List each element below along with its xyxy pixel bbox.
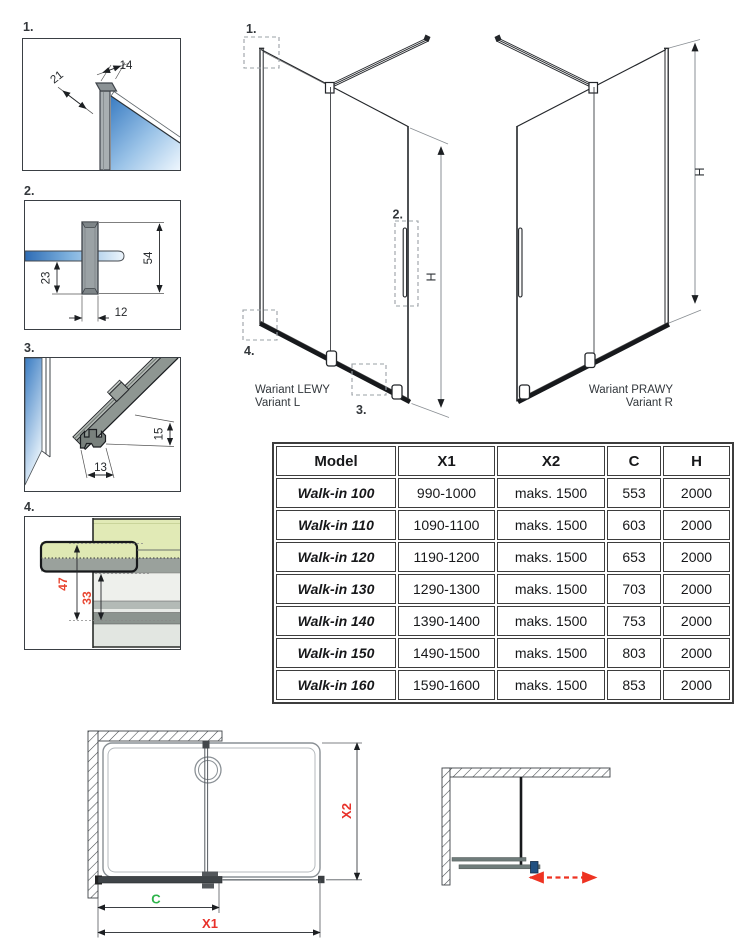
c-cell: 703 xyxy=(607,574,661,604)
callout-box-1 xyxy=(244,37,279,68)
detail-3-label: 3. xyxy=(24,341,35,355)
glass-panel xyxy=(25,358,50,485)
svg-text:13: 13 xyxy=(94,462,107,474)
dimension-14 xyxy=(97,60,133,81)
caption-right-line1: Wariant PRAWY xyxy=(588,384,673,396)
wall-left xyxy=(88,731,98,898)
dimension-12 xyxy=(69,296,127,322)
layer-section xyxy=(93,518,180,648)
detail-3-box xyxy=(24,357,181,492)
elevation-variant-right xyxy=(488,18,713,418)
svg-text:21: 21 xyxy=(48,68,66,87)
callout-1: 1. xyxy=(246,22,257,36)
table-header-row xyxy=(276,446,730,476)
col-header-x2: X2 xyxy=(497,446,605,476)
svg-text:15: 15 xyxy=(153,427,166,441)
model-cell: Walk-in 120 xyxy=(276,542,396,572)
c-cell: 853 xyxy=(607,670,661,700)
dimension-x2 xyxy=(322,743,362,880)
h-cell: 2000 xyxy=(663,542,730,572)
x1-cell: 1590-1600 xyxy=(398,670,495,700)
support-bar xyxy=(495,35,598,94)
guide-block xyxy=(585,353,595,368)
dimension-21 xyxy=(48,69,93,114)
caption-right-line2: Variant R xyxy=(625,397,673,409)
col-header-x1: X1 xyxy=(398,446,495,476)
svg-text:47: 47 xyxy=(56,577,70,591)
wall-profile xyxy=(664,48,669,324)
x2-cell: maks. 1500 xyxy=(497,542,605,572)
shower-tray xyxy=(103,743,320,877)
detail-4-drawing xyxy=(25,517,180,649)
detail-1-drawing xyxy=(23,39,180,170)
detail-1-label: 1. xyxy=(23,20,34,34)
x2-cell: maks. 1500 xyxy=(497,510,605,540)
elevation-variant-left xyxy=(240,18,452,418)
caption-variant-left xyxy=(255,384,330,410)
wall-left xyxy=(442,768,450,885)
door-handle xyxy=(519,228,522,297)
table-row xyxy=(276,510,730,540)
svg-text:14: 14 xyxy=(119,60,133,72)
h-cell: 2000 xyxy=(663,638,730,668)
roller-clip xyxy=(531,862,539,874)
dimension-c xyxy=(98,883,219,913)
detail-1-box xyxy=(22,38,181,171)
svg-text:12: 12 xyxy=(114,307,128,319)
spec-table xyxy=(272,442,734,704)
glass-panel xyxy=(25,251,124,261)
x2-cell: maks. 1500 xyxy=(497,638,605,668)
svg-text:H: H xyxy=(424,272,439,282)
wall-top xyxy=(90,731,222,741)
c-dim-label: C xyxy=(151,891,161,907)
col-header-c: C xyxy=(607,446,661,476)
rail-end-cap xyxy=(318,876,325,883)
table-row xyxy=(276,542,730,572)
model-cell: Walk-in 110 xyxy=(276,510,396,540)
table-row xyxy=(276,606,730,636)
guide-block xyxy=(327,351,337,366)
glass-panel xyxy=(111,92,180,171)
fixed-panel-bar xyxy=(452,858,526,862)
x2-cell: maks. 1500 xyxy=(497,606,605,636)
h-cell: 2000 xyxy=(663,510,730,540)
svg-text:23: 23 xyxy=(40,271,53,285)
door-handle xyxy=(403,228,406,297)
x1-cell: 1290-1300 xyxy=(398,574,495,604)
caption-left-line2: Variant L xyxy=(255,397,301,409)
model-cell: Walk-in 100 xyxy=(276,478,396,508)
height-dimension xyxy=(410,128,449,418)
table-row xyxy=(276,670,730,700)
detail-3-drawing xyxy=(25,358,180,491)
callout-4: 4. xyxy=(244,344,255,358)
caption-variant-right xyxy=(553,384,673,410)
x2-dim-label: X2 xyxy=(339,803,354,819)
sliding-panel-bar xyxy=(459,865,540,869)
height-dimension xyxy=(669,40,707,324)
c-cell: 803 xyxy=(607,638,661,668)
h-cell: 2000 xyxy=(663,606,730,636)
callout-2: 2. xyxy=(392,207,403,222)
c-cell: 603 xyxy=(607,510,661,540)
model-cell: Walk-in 130 xyxy=(276,574,396,604)
plan-view xyxy=(85,725,375,943)
handle-profile xyxy=(82,222,98,294)
wall-top xyxy=(445,768,610,777)
svg-text:H: H xyxy=(693,167,707,177)
dimension-23 xyxy=(41,263,83,295)
x2-cell: maks. 1500 xyxy=(497,478,605,508)
h-cell: 2000 xyxy=(663,670,730,700)
detail-2-label: 2. xyxy=(24,184,35,198)
table-row xyxy=(276,638,730,668)
guide-block xyxy=(392,385,402,399)
table-row xyxy=(276,574,730,604)
model-cell: Walk-in 150 xyxy=(276,638,396,668)
x1-cell: 990-1000 xyxy=(398,478,495,508)
svg-text:33: 33 xyxy=(80,591,94,605)
dimension-13 xyxy=(81,448,114,478)
detail-4-label: 4. xyxy=(24,500,35,514)
rail-cross-section xyxy=(81,430,106,449)
x2-cell: maks. 1500 xyxy=(497,670,605,700)
detail-4-box xyxy=(24,516,181,650)
dimension-15 xyxy=(106,415,174,447)
c-cell: 553 xyxy=(607,478,661,508)
section-view xyxy=(435,755,620,890)
h-cell: 2000 xyxy=(663,478,730,508)
c-cell: 653 xyxy=(607,542,661,572)
c-cell: 753 xyxy=(607,606,661,636)
x1-dim-label: X1 xyxy=(202,916,218,931)
x2-cell: maks. 1500 xyxy=(497,574,605,604)
callout-3: 3. xyxy=(356,403,367,417)
x1-cell: 1190-1200 xyxy=(398,542,495,572)
x1-cell: 1490-1500 xyxy=(398,638,495,668)
model-cell: Walk-in 160 xyxy=(276,670,396,700)
model-cell: Walk-in 140 xyxy=(276,606,396,636)
col-header-model: Model xyxy=(276,446,396,476)
wall-profile xyxy=(259,48,264,324)
detail-2-drawing xyxy=(25,201,180,329)
h-cell: 2000 xyxy=(663,574,730,604)
support-bar xyxy=(326,35,431,94)
dimension-x1 xyxy=(98,880,320,938)
caption-left-line1: Wariant LEWY xyxy=(255,384,330,396)
col-header-h: H xyxy=(663,446,730,476)
guide-block xyxy=(520,385,530,399)
x1-cell: 1090-1100 xyxy=(398,510,495,540)
svg-text:54: 54 xyxy=(143,251,155,265)
table-row xyxy=(276,478,730,508)
detail-2-box xyxy=(24,200,181,330)
x1-cell: 1390-1400 xyxy=(398,606,495,636)
